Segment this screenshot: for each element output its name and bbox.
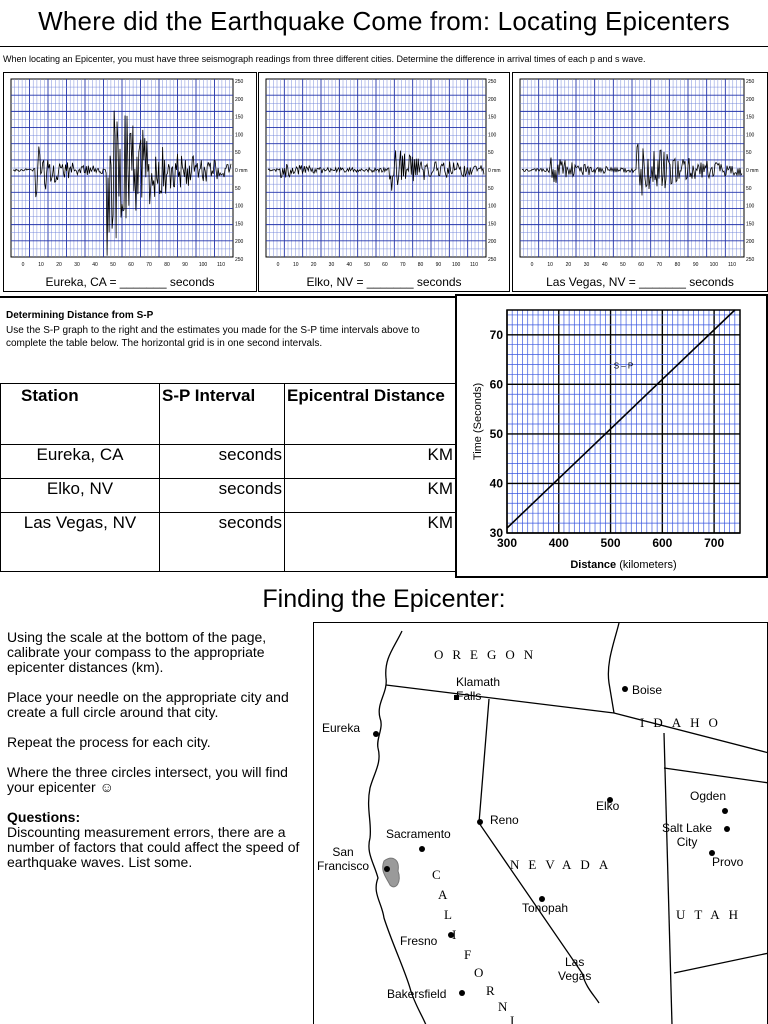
y-tick-label: 100: [488, 203, 497, 210]
city-label-boise: Boise: [632, 683, 663, 697]
state-california-letter: N: [498, 999, 508, 1014]
page-title: Where did the Earthquake Come from: Locating Epicenters: [38, 6, 730, 36]
seismogram-las-vegas: [512, 72, 768, 292]
plot-frame: [507, 310, 740, 533]
y-tick-label: 50: [488, 185, 494, 192]
y-tick-label: 100: [235, 132, 244, 139]
header-distance: Epicentral Distance: [285, 384, 456, 445]
question-text: Discounting measurement errors, there are a number of factors that could affect the speed of earthquake waves. List some.: [7, 824, 300, 870]
distance-table: [0, 383, 456, 572]
x-tick-label: 80: [164, 262, 170, 268]
x-tick-label: 80: [417, 262, 424, 268]
y-tick-label: 50: [746, 185, 752, 192]
city-label-salt-lake-city: Salt Lake City: [662, 821, 713, 849]
city-label-elko: Elko: [596, 799, 620, 813]
table-header-row: [1, 384, 456, 445]
y-tick-label: 0 mm: [235, 168, 248, 174]
y-tick-label: 50: [488, 150, 494, 157]
finding-title: Finding the Epicenter:: [262, 585, 506, 613]
y-tick-label: 60: [489, 377, 503, 392]
state-california-letter: R: [486, 983, 495, 998]
interval-cell[interactable]: seconds: [160, 479, 285, 513]
city-label-klamath-falls: Klamath Falls: [456, 675, 501, 703]
x-tick-label: 30: [583, 262, 590, 268]
city-dot: [724, 826, 730, 832]
x-axis-label: Distance (kilometers): [570, 559, 677, 571]
state-idaho: IDAHO: [640, 715, 727, 730]
x-tick-label: 10: [38, 262, 44, 268]
y-tick-label: 200: [235, 239, 244, 246]
seismogram-caption: Las Vegas, NV = _______ seconds: [546, 275, 734, 289]
western-us-map: [313, 622, 768, 1024]
x-tick-label: 60: [382, 262, 388, 268]
distance-cell[interactable]: KM: [285, 513, 456, 572]
x-tick-label: 400: [548, 536, 569, 550]
questions-heading: Questions:: [7, 809, 81, 825]
city-label-sacramento: Sacramento: [386, 827, 451, 841]
table-row: [1, 445, 456, 479]
x-tick-label: 10: [293, 262, 299, 268]
section-divider: [0, 296, 455, 298]
city-label-reno: Reno: [490, 813, 519, 827]
city-dot: [373, 731, 379, 737]
seismogram-elko: [258, 72, 510, 292]
oregon-idaho-border: [608, 623, 619, 713]
x-tick-label: 0: [530, 262, 534, 268]
y-tick-label: 150: [488, 221, 497, 228]
y-tick-label: 250: [235, 79, 244, 85]
y-tick-label: 200: [488, 96, 497, 103]
city-label-provo: Provo: [712, 855, 744, 869]
y-tick-label: 30: [489, 526, 503, 540]
instructions-text: When locating an Epicenter, you must have three seismograph readings from three different cities. Determine the difference in arrival times of each p and s wave.: [3, 54, 646, 64]
y-tick-label: 200: [235, 96, 244, 103]
city-label-eureka: Eureka: [322, 721, 361, 735]
y-tick-label: 50: [235, 185, 241, 192]
city-dot: [477, 819, 483, 825]
seismogram-caption: Elko, NV = _______ seconds: [306, 275, 462, 289]
seismogram-chart: [259, 73, 509, 291]
x-tick-label: 600: [652, 536, 673, 550]
y-tick-label: 100: [746, 203, 755, 210]
seismogram-caption: Eureka, CA = _______ seconds: [45, 275, 215, 289]
city-dot: [622, 686, 628, 692]
city-label-ogden: Ogden: [690, 789, 727, 803]
state-california-letter: I: [510, 1013, 515, 1024]
state-nevada: NEVADA: [510, 857, 618, 872]
x-tick-label: 80: [674, 262, 681, 268]
x-tick-label: 40: [601, 262, 608, 268]
y-tick-label: 0 mm: [488, 168, 501, 174]
step-text: Place your needle on the appropriate city and create a full circle around that city.: [7, 689, 289, 720]
idaho-utah-border: [664, 768, 768, 783]
title-divider: [0, 46, 768, 47]
city-dot: [722, 808, 728, 814]
station-cell: Elko, NV: [1, 479, 160, 513]
x-tick-label: 100: [198, 262, 208, 268]
x-tick-label: 50: [110, 262, 116, 268]
sp-instructions: Use the S-P graph to the right and the estimates you made for the S-P time intervals above to complete the table below. The horizontal grid is in one second intervals.: [6, 325, 420, 349]
x-tick-label: 70: [656, 262, 663, 268]
state-oregon: OREGON: [434, 647, 543, 662]
y-axis-label: Time (Seconds): [472, 382, 484, 461]
station-cell: Las Vegas, NV: [1, 513, 160, 572]
table-row: [1, 479, 456, 513]
seismogram-chart: [513, 73, 767, 291]
y-tick-label: 150: [488, 114, 497, 121]
city-label-las-vegas: Las Vegas: [558, 955, 592, 983]
nevada-utah-border: [664, 733, 672, 1024]
x-tick-label: 20: [56, 262, 62, 268]
interval-cell[interactable]: seconds: [160, 513, 285, 572]
x-tick-label: 30: [328, 262, 335, 268]
state-california-letter: O: [474, 965, 484, 980]
state-california-letter: F: [464, 947, 472, 962]
y-tick-label: 150: [746, 221, 755, 228]
y-tick-label: 100: [746, 132, 755, 139]
header-sp-interval: S-P Interval: [160, 384, 285, 445]
x-tick-label: 50: [364, 262, 370, 268]
bay-area: [383, 858, 400, 887]
y-tick-label: 100: [235, 203, 244, 210]
x-tick-label: 300: [496, 536, 518, 550]
sp-line-label: S – P: [613, 361, 634, 371]
x-tick-label: 20: [565, 262, 572, 268]
x-tick-label: 110: [470, 262, 478, 268]
y-tick-label: 250: [746, 79, 755, 85]
y-tick-label: 0 mm: [746, 168, 759, 174]
y-tick-label: 250: [235, 257, 244, 263]
steps-list: [7, 630, 307, 870]
city-dot: [419, 846, 425, 852]
y-tick-label: 50: [235, 150, 241, 157]
seismogram-eureka: [3, 72, 257, 292]
y-tick-label: 250: [488, 79, 497, 85]
x-tick-label: 100: [452, 262, 461, 268]
step-text: Where the three circles intersect, you will find your epicenter ☺: [7, 764, 288, 795]
x-tick-label: 20: [310, 262, 317, 268]
x-tick-label: 700: [704, 536, 725, 550]
y-tick-label: 200: [488, 239, 497, 246]
x-tick-label: 70: [146, 262, 152, 268]
x-tick-label: 90: [692, 262, 699, 268]
city-label-bakersfield: Bakersfield: [387, 987, 447, 1001]
x-tick-label: 110: [728, 262, 736, 268]
table-row: [1, 513, 456, 572]
state-utah: UTAH: [676, 907, 748, 922]
city-dot: [384, 866, 390, 872]
y-tick-label: 40: [489, 476, 503, 491]
sp-graph-svg: [457, 296, 766, 576]
station-cell: Eureka, CA: [1, 445, 160, 479]
sp-heading: Determining Distance from S-P: [6, 310, 154, 321]
y-tick-label: 50: [746, 150, 752, 157]
y-tick-label: 200: [746, 96, 755, 103]
sp-travel-time-graph: [455, 294, 768, 578]
y-tick-label: 50: [489, 426, 503, 441]
city-label-tonopah: Tonopah: [522, 901, 569, 915]
x-tick-label: 90: [435, 262, 442, 268]
x-tick-label: 10: [547, 262, 553, 268]
x-tick-label: 110: [217, 262, 225, 268]
state-california-letter: A: [438, 887, 448, 902]
y-tick-label: 150: [235, 114, 244, 121]
step-text: Repeat the process for each city.: [7, 734, 211, 750]
header-station: Station: [1, 384, 160, 445]
x-tick-label: 100: [709, 262, 718, 268]
state-california-letter: L: [444, 907, 452, 922]
y-tick-label: 150: [746, 114, 755, 121]
x-tick-label: 0: [276, 262, 280, 268]
city-label-san-francisco: San Francisco: [317, 845, 370, 873]
x-tick-label: 90: [182, 262, 188, 268]
x-tick-label: 50: [620, 262, 626, 268]
y-tick-label: 150: [235, 221, 244, 228]
x-tick-label: 40: [92, 262, 98, 268]
step-text: Using the scale at the bottom of the page, calibrate your compass to the appropriate epicenter distances (km).: [7, 629, 267, 675]
x-tick-label: 70: [399, 262, 406, 268]
arizona-border: [674, 953, 768, 973]
city-dot: [459, 990, 465, 996]
x-tick-label: 500: [600, 536, 621, 550]
city-label-fresno: Fresno: [400, 934, 438, 948]
x-tick-label: 40: [346, 262, 353, 268]
state-california-letter: C: [432, 867, 441, 882]
distance-cell[interactable]: KM: [285, 445, 456, 479]
x-tick-label: 60: [638, 262, 644, 268]
y-tick-label: 100: [488, 132, 497, 139]
y-tick-label: 250: [488, 257, 497, 263]
x-tick-label: 30: [74, 262, 80, 268]
y-tick-label: 250: [746, 257, 755, 263]
state-california-letter: I: [452, 927, 457, 942]
x-tick-label: 60: [128, 262, 134, 268]
interval-cell[interactable]: seconds: [160, 445, 285, 479]
y-tick-label: 200: [746, 239, 755, 246]
y-tick-label: 70: [489, 327, 503, 342]
x-tick-label: 0: [21, 262, 25, 268]
distance-cell[interactable]: KM: [285, 479, 456, 513]
seismogram-chart: [4, 73, 256, 291]
